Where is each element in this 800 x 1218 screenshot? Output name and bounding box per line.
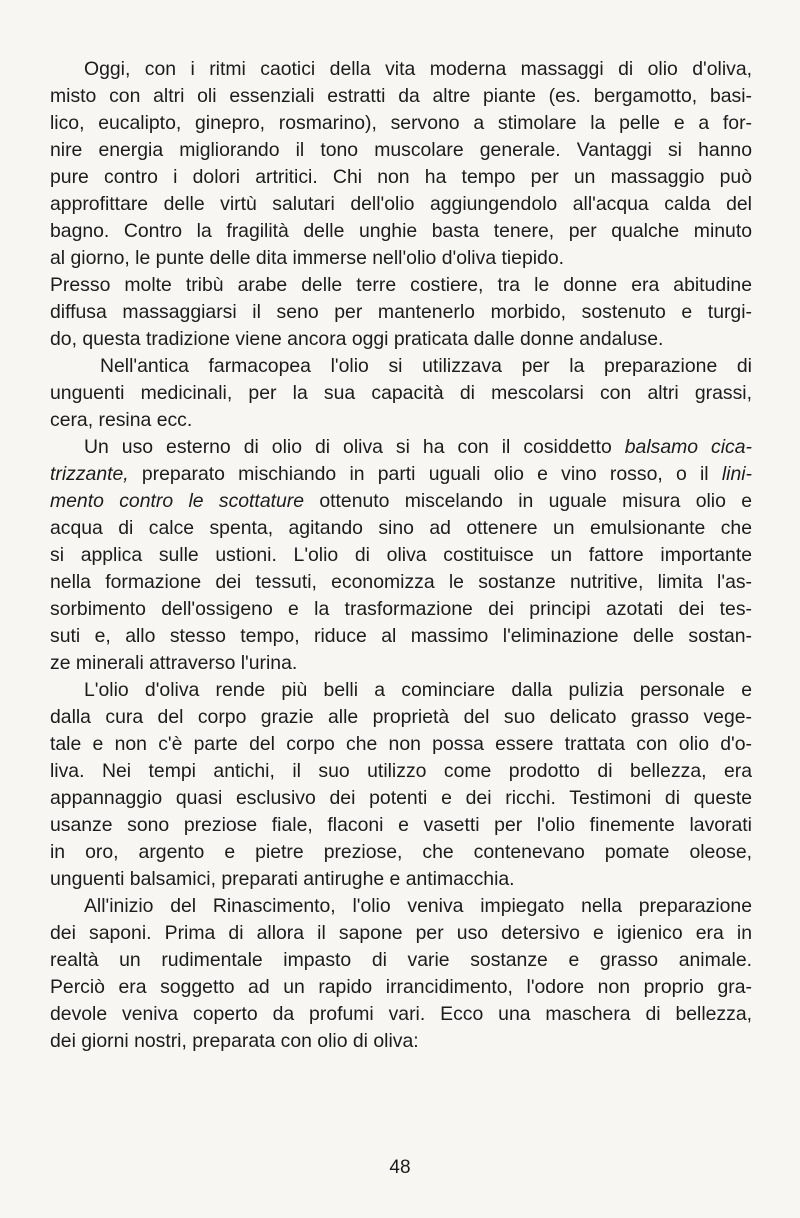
italic-term: balsamo cica- [624, 436, 752, 458]
text-line [50, 434, 752, 461]
text-line: dalla cura del corpo grazie alle proprietà del suo delicato grasso vege- [50, 706, 752, 728]
text-line: All'inizio del Rinascimento, l'olio veniva impiegato nella preparazione [84, 895, 752, 917]
italic-term: trizzante, [50, 463, 129, 485]
text-line: approfittare delle virtù salutari dell'olio aggiungendolo all'acqua calda del [50, 193, 752, 215]
text-line: nella formazione dei tessuti, economizza le sostanze nutritive, limita l'as- [50, 571, 752, 593]
text-line: pure contro i dolori artritici. Chi non ha tempo per un massaggio può [50, 166, 752, 188]
text-line: diffusa massaggiarsi il seno per mantenerlo morbido, sostenuto e turgi- [50, 301, 752, 323]
text-line: usanze sono preziose fiale, flaconi e vasetti per l'olio finemente lavorati [50, 814, 752, 836]
text-line: Perciò era soggetto ad un rapido irrancidimento, l'odore non proprio gra- [50, 976, 752, 998]
text-line [50, 488, 752, 515]
text-line: dei giorni nostri, preparata con olio di oliva: [50, 1030, 419, 1052]
text-line: misto con altri oli essenziali estratti da altre piante (es. bergamotto, basi- [50, 85, 752, 107]
text-segment: Un uso esterno di olio di oliva si ha con il cosiddetto [84, 436, 625, 458]
text-line: si applica sulle ustioni. L'olio di oliva costituisce un fattore importante [50, 544, 752, 566]
text-segment: preparato mischiando in parti uguali olio e vino rosso, o il [128, 463, 722, 485]
italic-term: lini- [721, 463, 752, 485]
text-line: cera, resina ecc. [50, 409, 193, 431]
page-number: 48 [389, 1157, 411, 1178]
text-line: bagno. Contro la fragilità delle unghie basta tenere, per qualche minuto [50, 220, 752, 242]
text-line: al giorno, le punte delle dita immerse nell'olio d'oliva tiepido. [50, 247, 565, 269]
text-line: in oro, argento e pietre preziose, che contenevano pomate oleose, [50, 841, 752, 863]
text-line: ze minerali attraverso l'urina. [50, 652, 298, 674]
text-line: do, questa tradizione viene ancora oggi praticata dalle donne andaluse. [50, 328, 664, 350]
text-line: liva. Nei tempi antichi, il suo utilizzo come prodotto di bellezza, era [50, 760, 752, 782]
text-line: nire energia migliorando il tono muscolare generale. Vantaggi si hanno [50, 139, 752, 161]
text-line: L'olio d'oliva rende più belli a cominciare dalla pulizia personale e [84, 679, 752, 701]
text-line: dei saponi. Prima di allora il sapone per uso detersivo e igienico era in [50, 922, 752, 944]
text-line: Presso molte tribù arabe delle terre costiere, tra le donne era abitudine [50, 274, 752, 296]
text-line: tale e non c'è parte del corpo che non possa essere trattata con olio d'o- [50, 733, 752, 755]
page-body [50, 56, 752, 1176]
text-line: devole veniva coperto da profumi vari. Ecco una maschera di bellezza, [50, 1003, 752, 1025]
text-line: acqua di calce spenta, agitando sino ad ottenere un emulsionante che [50, 517, 752, 539]
text-line: Oggi, con i ritmi caotici della vita moderna massaggi di olio d'oliva, [84, 58, 752, 80]
text-line: Nell'antica farmacopea l'olio si utilizzava per la preparazione di [100, 355, 752, 377]
text-segment: ottenuto miscelando in uguale misura olio e [304, 490, 752, 512]
text-line: unguenti medicinali, per la sua capacità di mescolarsi con altri grassi, [50, 382, 752, 404]
text-line [50, 461, 752, 488]
text-line: appannaggio quasi esclusivo dei potenti e dei ricchi. Testimoni di queste [50, 787, 752, 809]
text-line: realtà un rudimentale impasto di varie sostanze e grasso animale. [50, 949, 752, 971]
italic-term: mento contro le scottature [50, 490, 305, 512]
text-line: suti e, allo stesso tempo, riduce al massimo l'eliminazione delle sostan- [50, 625, 752, 647]
text-line: unguenti balsamici, preparati antirughe e antimacchia. [50, 868, 515, 890]
text-line: lico, eucalipto, ginepro, rosmarino), servono a stimolare la pelle e a for- [50, 112, 752, 134]
text-line: sorbimento dell'ossigeno e la trasformazione dei principi azotati dei tes- [50, 598, 752, 620]
